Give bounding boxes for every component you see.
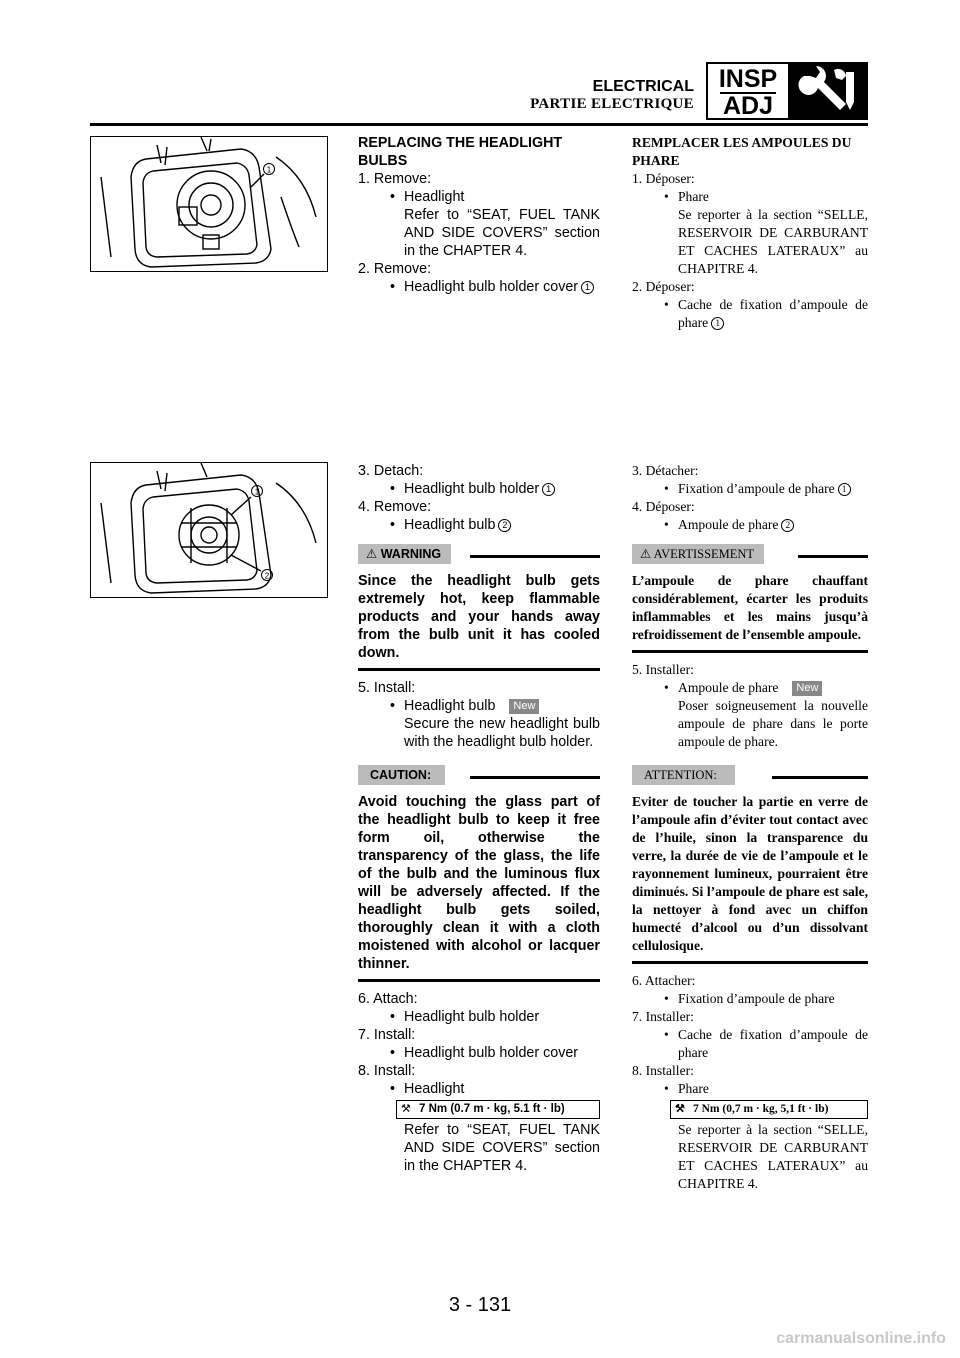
fr-section-bottom [632, 462, 868, 1193]
fr-step-5-item: • Ampoule de phare New [632, 679, 868, 697]
callout-1: 1 [266, 165, 272, 175]
fr-step-8-item: • Phare [664, 1081, 709, 1096]
fr-step-6-item: • Fixation d’ampoule de phare [664, 991, 835, 1006]
en-section-bottom [358, 462, 600, 1175]
en-warning-label: ⚠ WARNING [358, 544, 451, 564]
en-torque-spec: ⚒ 7 Nm (0.7 m · kg, 5.1 ft · lb) [396, 1100, 600, 1119]
wrench-icon: ⚒ [675, 1103, 685, 1115]
en-step-1-note: Refer to “SEAT, FUEL TANK AND SIDE COVERS” section in the CHAPTER 4. [404, 207, 600, 259]
fr-step-3: 3. Détacher: [632, 463, 699, 478]
figure-bulb-holder-and-bulb [90, 462, 328, 598]
fr-caution-header [632, 765, 868, 787]
en-caution-header [358, 765, 600, 787]
tools-icon [790, 62, 868, 120]
fr-step-7-item: • Cache de fixation d’ampoule de phare [664, 1027, 868, 1060]
fr-warning-label: ⚠ AVERTISSEMENT [632, 544, 764, 564]
en-step-7: 7. Install: [358, 1027, 416, 1043]
figure-bulb-holder-cover [90, 136, 328, 272]
fr-warning-header [632, 544, 868, 566]
en-step-8-note: Refer to “SEAT, FUEL TANK AND SIDE COVERS” section in the CHAPTER 4. [404, 1122, 600, 1174]
en-section-top [358, 134, 600, 296]
en-warning-header [358, 544, 600, 566]
en-step-8-item: • Headlight [390, 1081, 465, 1097]
callout-2: 2 [264, 571, 270, 581]
en-step-3-item: • Headlight bulb holder 1 [358, 480, 600, 498]
en-caution-text: Avoid touching the glass part of the headlight bulb to keep it free form oil, otherwise the transparency of the glass, the life of the bulb and the luminous flux will be adversely affected. If the headlight bulb gets soiled, thoroughly clean it with a cloth moistened with alcohol or lacquer thinner. [358, 793, 600, 982]
en-step-2-item: • Headlight bulb holder cover 1 [358, 278, 600, 296]
fr-step-3-item: • Fixation d’ampoule de phare 1 [632, 480, 868, 498]
fr-title: REMPLACER LES AMPOULES DU PHARE [632, 135, 852, 168]
section-title-en: ELECTRICAL [592, 78, 694, 95]
fr-step-8-note: Se reporter à la section “SELLE, RESERVOIR DE CARBURANT ET CACHES LATERAUX” au CHAPITRE 4. [678, 1122, 868, 1191]
fr-step-5: 5. Installer: [632, 662, 694, 677]
fr-step-5-note: Poser soigneusement la nouvelle ampoule de phare dans le porte ampoule de phare. [678, 698, 868, 749]
fr-caution-text: Eviter de toucher la partie en verre de l’ampoule afin d’éviter tout contact avec de l’huile, sinon la transparence du verre, la durée de vie de l’ampoule et le rayonnement lumineux, pourraient être diminués. Si l’ampoule de phare est sale, la nettoyer à fond avec un chiffon humecté d’alcool ou d’un dissolvant cellulosique. [632, 793, 868, 964]
en-step-5-item: • Headlight bulb New [358, 697, 600, 715]
en-step-1: 1. Remove: [358, 171, 432, 187]
page-number: 3 - 131 [448, 1294, 512, 1316]
en-step-1-item: • Headlight [390, 189, 465, 205]
en-step-4-item: • Headlight bulb 2 [358, 516, 600, 534]
fr-step-1-item: • Phare [664, 189, 709, 204]
fr-caution-label: ATTENTION: [632, 765, 735, 785]
insp-label: INSP [718, 65, 778, 93]
wrench-icon: ⚒ [401, 1103, 411, 1115]
watermark: carmanualsonline.info [776, 1330, 946, 1347]
en-step-6: 6. Attach: [358, 991, 418, 1007]
new-badge: New [792, 681, 822, 696]
fr-warning-text: L’ampoule de phare chauffant considérablement, écarter les produits inflammables et les mains jusqu’à refroidissement de l’ensemble ampoule. [632, 572, 868, 653]
en-step-5: 5. Install: [358, 680, 416, 696]
fr-step-7: 7. Installer: [632, 1009, 694, 1024]
callout-1: 1 [254, 487, 260, 497]
fr-step-1: 1. Déposer: [632, 171, 695, 186]
section-title-fr: PARTIE ELECTRIQUE [530, 96, 694, 112]
fr-step-4-item: • Ampoule de phare 2 [632, 516, 868, 534]
en-step-5-note: Secure the new headlight bulb with the headlight bulb holder. [404, 716, 600, 750]
en-caution-label: CAUTION: [358, 765, 445, 785]
adj-label: ADJ [722, 92, 773, 120]
fr-torque-spec: ⚒ 7 Nm (0,7 m · kg, 5,1 ft · lb) [670, 1100, 868, 1119]
new-badge: New [509, 699, 539, 714]
en-step-3: 3. Detach: [358, 463, 424, 479]
en-step-7-item: • Headlight bulb holder cover [390, 1045, 579, 1061]
en-step-6-item: • Headlight bulb holder [390, 1009, 540, 1025]
fr-step-6: 6. Attacher: [632, 973, 696, 988]
header-rule [90, 123, 868, 126]
en-warning-text: Since the headlight bulb gets extremely hot, keep flammable products and your hands away from the bulb unit it has cooled down. [358, 572, 600, 671]
en-title: REPLACING THE HEADLIGHT BULBS [358, 135, 563, 169]
fr-step-1-note: Se reporter à la section “SELLE, RESERVOIR DE CARBURANT ET CACHES LATERAUX” au CHAPITRE 4. [678, 207, 868, 276]
fr-step-2-item: • Cache de fixation d’ampoule de phare 1 [664, 297, 868, 330]
fr-step-4: 4. Déposer: [632, 499, 695, 514]
fr-step-8: 8. Installer: [632, 1063, 694, 1078]
en-step-4: 4. Remove: [358, 499, 432, 515]
en-step-8: 8. Install: [358, 1063, 416, 1079]
insp-adj-badge [706, 62, 790, 120]
en-step-2: 2. Remove: [358, 261, 432, 277]
fr-section-top [632, 134, 868, 332]
fr-step-2: 2. Déposer: [632, 279, 695, 294]
